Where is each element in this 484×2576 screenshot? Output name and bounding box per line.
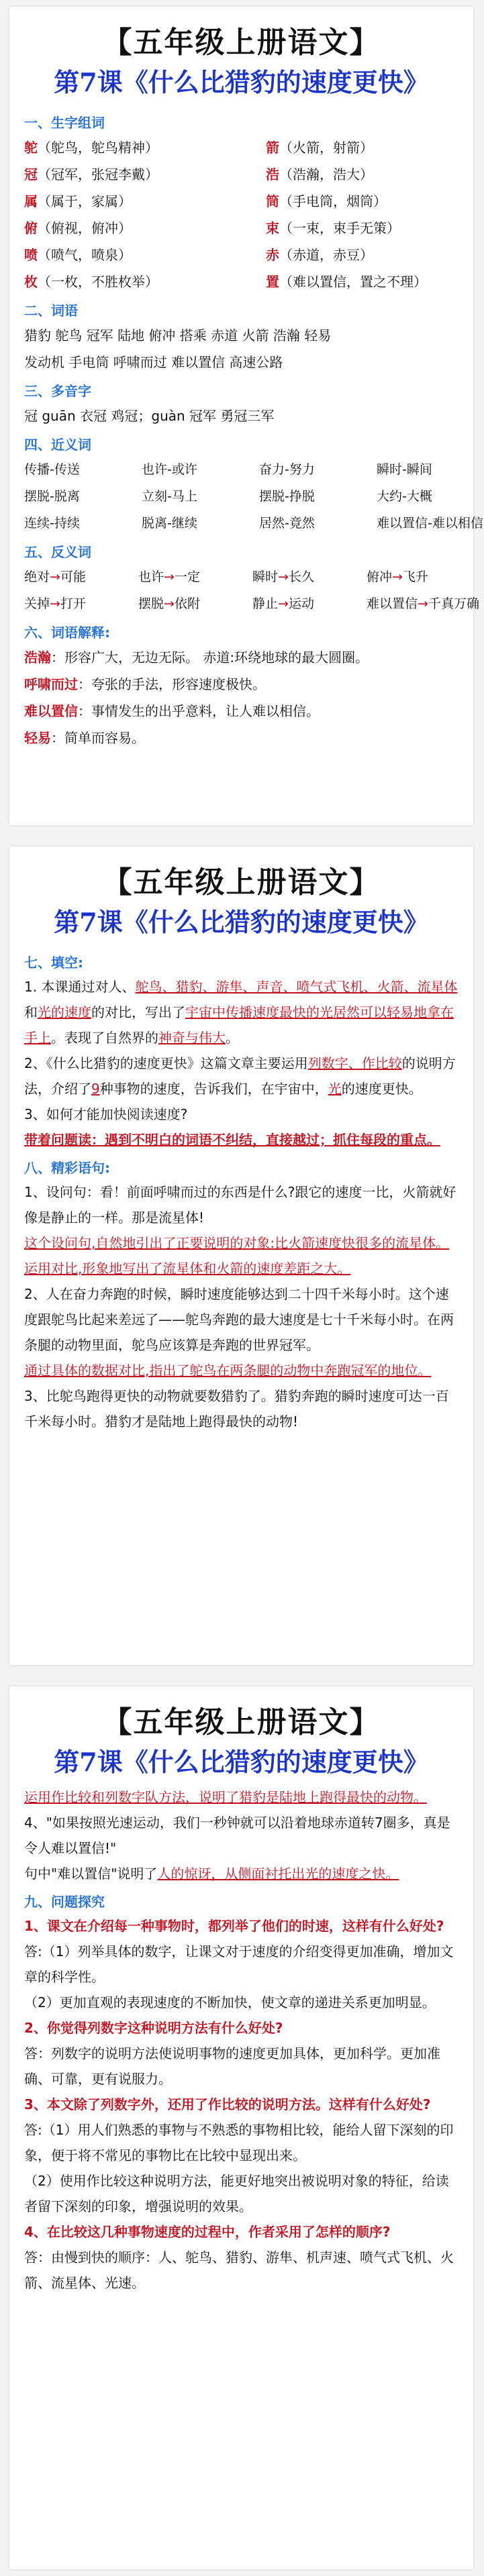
section-heading-polyphone: 三、多音字 — [24, 383, 91, 399]
synonym-pair: 也许-或许 — [142, 462, 197, 477]
char-item: 赤（赤道，赤豆） — [266, 247, 373, 263]
sentence-4: 4、"如果按照光速运动，我们一秒钟就可以沿着地球赤道转7圈多，真是令人难以置信!" — [24, 1815, 450, 1856]
sentence-4-analysis: 句中"难以置信"说明了人的惊讶，从侧面衬托出光的速度之快。 — [24, 1866, 399, 1882]
arrow-right-icon: → — [278, 596, 289, 611]
term-item: 轻易：简单而容易。 — [24, 730, 145, 746]
lesson-title: 第7课《什么比猎豹的速度更快》 — [54, 907, 429, 937]
arrow-right-icon: → — [50, 596, 60, 611]
page-1 — [9, 7, 483, 825]
sentence-1: 1、设问句：看！前面呼啸而过的东西是什么?跟它的速度一比，火箭就好像是静止的一样。那是流星体! — [24, 1184, 456, 1226]
lesson-title: 第7课《什么比猎豹的速度更快》 — [54, 1747, 429, 1777]
antonym-grid — [24, 564, 479, 617]
antonym-pair: 俯冲→飞升 — [367, 570, 428, 584]
section-heading-questions: 九、问题探究 — [24, 1894, 105, 1910]
arrow-right-icon: → — [392, 570, 403, 584]
sentence-1-analysis: 这个设问句,自然地引出了正要说明的对象:比火箭速度快很多的流星体。运用对比,形象地写出了流星体和火箭的速度差距之大。 — [24, 1235, 450, 1277]
synonym-pair: 难以置信-难以相信 — [377, 516, 483, 531]
synonym-pair: 摆脱-挣脱 — [259, 489, 315, 504]
answer-2: 答：列数字的说明方法使说明事物的速度更加具体，更加科学。更加准确、可靠，更有说服力。 — [24, 2045, 440, 2087]
antonym-pair: 也许→一定 — [138, 570, 200, 584]
fill-item-3: 3、如何才能加快阅读速度? — [24, 1106, 188, 1122]
lesson-title: 第7课《什么比猎豹的速度更快》 — [54, 67, 429, 97]
section-heading-terms: 六、词语解释: — [24, 625, 110, 641]
arrow-right-icon: → — [164, 570, 175, 584]
char-item: 鸵（鸵鸟，鸵鸟精神） — [24, 140, 158, 156]
sentence-2-analysis: 通过具体的数据对比,指出了鸵鸟在两条腿的动物中奔跑冠军的地位。 — [24, 1362, 432, 1379]
question-2: 2、你觉得列数字这种说明方法有什么好处? — [24, 2020, 283, 2036]
char-item: 置（难以置信，置之不理） — [266, 274, 427, 290]
arrow-right-icon: → — [50, 570, 60, 584]
synonym-pair: 瞬时-瞬间 — [377, 462, 432, 477]
polyphone-line: 冠 guān 衣冠 鸡冠；guàn 冠军 勇冠三军 — [24, 408, 275, 424]
char-grid — [24, 134, 458, 295]
synonym-pair: 脱离-继续 — [142, 516, 197, 531]
char-item: 箭（火箭，射箭） — [266, 140, 373, 156]
answer-4: 答：由慢到快的顺序：人、鸵鸟、猎豹、游隼、机声速、喷气式飞机、火箭、流星体、光速。 — [24, 2249, 454, 2291]
term-item: 难以置信：事情发生的出乎意料，让人难以相信。 — [24, 703, 320, 719]
synonym-pair: 摆脱-脱离 — [24, 489, 80, 504]
antonym-pair: 摆脱→依附 — [138, 596, 200, 611]
sentence-2: 2、人在奋力奔跑的时候，瞬时速度能够达到二十四千米每小时。这个速度跟鸵鸟比起来差远了——鸵鸟奔跑的最大速度是七十千米每小时。在两条腿的动物里面，鸵鸟应该算是奔跑的世界冠军。 — [24, 1286, 454, 1353]
page-title: 【五年级上册语文】 — [102, 25, 381, 60]
char-item: 枚（一枚，不胜枚举） — [24, 274, 158, 290]
term-item: 呼啸而过：夸张的手法，形容速度极快。 — [24, 676, 266, 692]
words-line-1: 猎豹 鸵鸟 冠军 陆地 俯冲 搭乘 赤道 火箭 浩瀚 轻易 — [24, 327, 332, 343]
words-line-2: 发动机 手电筒 呼啸而过 难以置信 高速公路 — [24, 354, 283, 370]
answer-1b: （2）更加直观的表现速度的不断加快，使文章的递进关系更加明显。 — [24, 1994, 436, 2010]
synonym-pair: 连续-持续 — [24, 516, 80, 531]
char-item: 属（属于，家属） — [24, 193, 132, 209]
char-item: 束（一束，束手无策） — [266, 220, 400, 236]
section-heading-fill: 七、填空: — [24, 955, 83, 971]
page-title: 【五年级上册语文】 — [102, 1705, 381, 1739]
question-4: 4、在比较这几种事物速度的过程中，作者采用了怎样的顺序? — [24, 2224, 391, 2240]
char-item: 俯（俯视，俯冲） — [24, 220, 132, 236]
section-heading-chars: 一、生字组词 — [24, 115, 105, 131]
section-heading-sentences: 八、精彩语句: — [24, 1160, 110, 1176]
fill-item-1: 1. 本课通过对人、鸵鸟、猎豹、游隼、声音、喷气式飞机、火箭、流星体和光的速度的对比，写出了宇宙中传播速度最快的光居然可以轻易地拿在手上。表现了自然界的神奇与伟大。 — [24, 979, 458, 1046]
fill-item-2: 2、《什么比猎豹的速度更快》这篇文章主要运用列数字、作比较的说明方法，介绍了9种事物的速度，告诉我们，在宇宙中，光的速度更快。 — [24, 1055, 456, 1097]
synonym-pair: 传播-传送 — [24, 462, 80, 477]
page-title: 【五年级上册语文】 — [102, 865, 381, 900]
question-3: 3、本文除了列数字外，还用了作比较的说明方法。这样有什么好处? — [24, 2096, 431, 2112]
arrow-right-icon: → — [418, 596, 428, 611]
antonym-pair: 难以置信→千真万确 — [367, 596, 479, 611]
synonym-pair: 大约-大概 — [377, 489, 432, 504]
term-item: 浩瀚：形容广大，无边无际。 赤道:环绕地球的最大圆圈。 — [24, 649, 369, 665]
antonym-pair: 静止→运动 — [252, 596, 314, 611]
arrow-right-icon: → — [278, 570, 289, 584]
antonym-pair: 绝对→可能 — [24, 570, 86, 584]
synonym-grid — [24, 456, 483, 537]
section-heading-words: 二、词语 — [24, 303, 78, 319]
answer-3a: 答:（1）用人们熟悉的事物与不熟悉的事物相比较，能给人留下深刻的印象，便于将不常见的事物比在比较中显现出来。 — [24, 2122, 454, 2163]
answer-1a: 答:（1）列举具体的数字，让课文对于速度的介绍变得更加准确，增加文章的科学性。 — [24, 1943, 454, 1985]
antonym-pair: 关掉→打开 — [24, 596, 86, 611]
char-item: 冠（冠军，张冠李戴） — [24, 166, 158, 182]
synonym-pair: 立刻-马上 — [142, 489, 197, 504]
page-2 — [9, 847, 473, 1665]
char-item: 浩（浩瀚，浩大） — [266, 166, 373, 182]
antonym-pair: 瞬时→长久 — [252, 570, 314, 584]
fill-answer-3: 带着问题读：遇到不明白的词语不纠结，直接越过；抓住每段的重点。 — [24, 1132, 440, 1148]
sentence-3: 3、比鸵鸟跑得更快的动物就要数猎豹了。猎豹奔跑的瞬时速度可达一百千米每小时。猎豹才是陆地上跑得最快的动物! — [24, 1388, 449, 1430]
arrow-right-icon: → — [164, 596, 175, 611]
page-3 — [9, 1686, 473, 2569]
section-heading-synonyms: 四、近义词 — [24, 437, 91, 453]
answer-3b: （2）使用作比较这种说明方法，能更好地突出被说明对象的特征，给读者留下深刻的印象，增强说明的效果。 — [24, 2173, 449, 2214]
synonym-pair: 居然-竟然 — [259, 516, 315, 531]
char-item: 喷（喷气，喷泉） — [24, 247, 132, 263]
synonym-pair: 奋力-努力 — [259, 462, 315, 477]
sentence-3-analysis: 运用作比较和列数字队方法，说明了猎豹是陆地上跑得最快的动物。 — [24, 1789, 427, 1805]
question-1: 1、课文在介绍每一种事物时，都列举了他们的时速，这样有什么好处? — [24, 1918, 444, 1934]
char-item: 筒（手电筒，烟筒） — [266, 193, 387, 209]
section-heading-antonyms: 五、反义词 — [24, 544, 91, 560]
